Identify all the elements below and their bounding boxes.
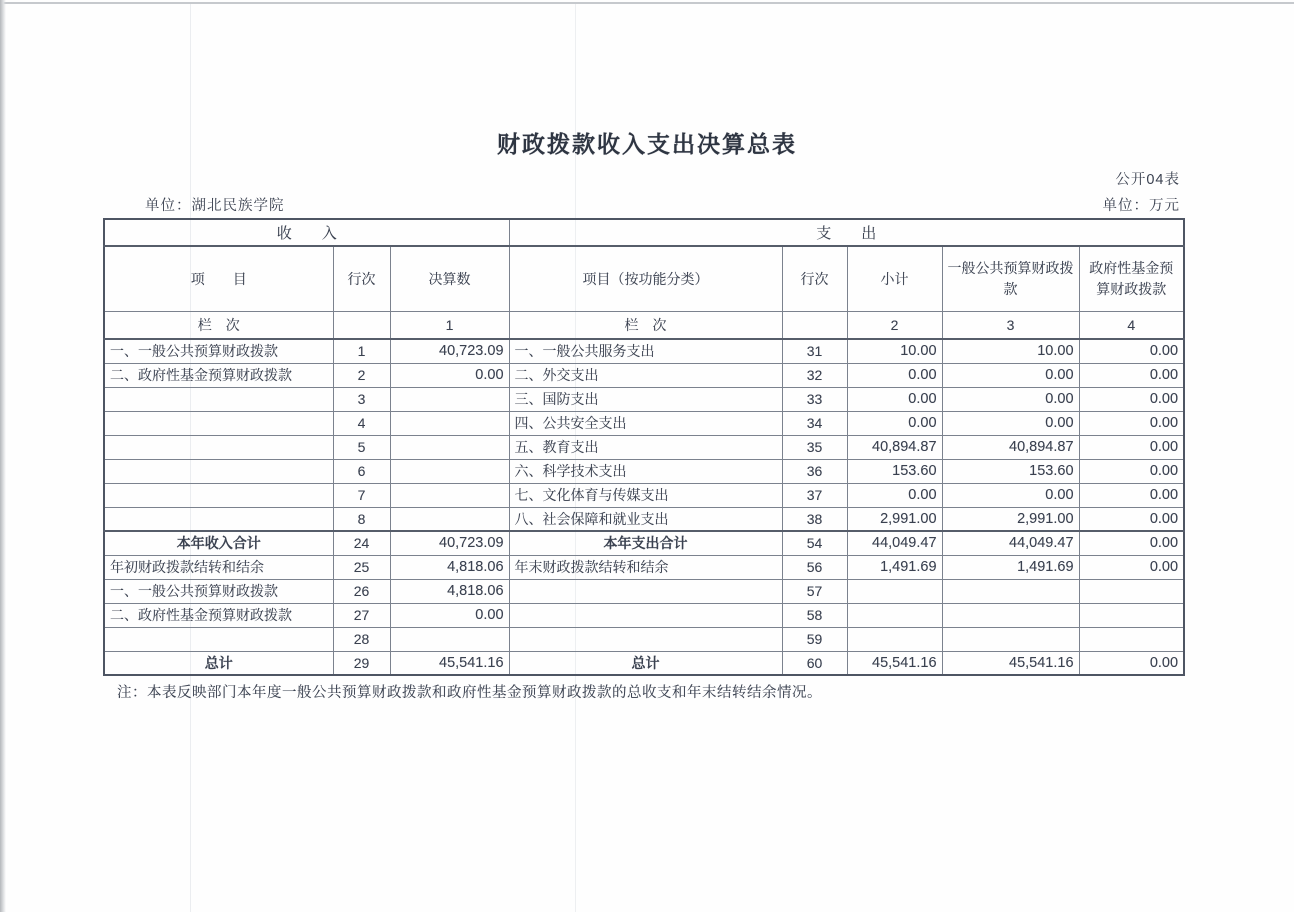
expense-item-cell xyxy=(509,627,782,651)
income-amount-cell xyxy=(390,387,509,411)
table-row xyxy=(104,483,1184,507)
expense-gov-fund-cell: 0.00 xyxy=(1079,435,1184,459)
table-row xyxy=(104,411,1184,435)
footnote: 注：本表反映部门本年度一般公共预算财政拨款和政府性基金预算财政拨款的总收支和年末结转结余情况。 xyxy=(117,685,822,701)
expense-general-budget-cell: 0.00 xyxy=(942,411,1079,435)
scan-edge-top xyxy=(0,2,1294,4)
income-line-no-cell: 27 xyxy=(333,603,390,627)
page-title: 财政拨款收入支出决算总表 xyxy=(497,131,797,157)
table-row xyxy=(104,531,1184,555)
income-item-cell: 二、政府性基金预算财政拨款 xyxy=(104,603,333,627)
expense-line-no-cell: 32 xyxy=(782,363,847,387)
expense-gov-fund-cell: 0.00 xyxy=(1079,483,1184,507)
expense-subtotal-cell: 45,541.16 xyxy=(847,651,942,675)
expense-subtotal-cell xyxy=(847,627,942,651)
expense-subtotal-cell: 0.00 xyxy=(847,483,942,507)
expense-item-cell xyxy=(509,603,782,627)
income-amount-cell: 0.00 xyxy=(390,363,509,387)
expense-general-budget-cell: 45,541.16 xyxy=(942,651,1079,675)
expense-gov-fund-cell: 0.00 xyxy=(1079,411,1184,435)
income-amount-cell: 4,818.06 xyxy=(390,555,509,579)
expense-general-budget-cell: 0.00 xyxy=(942,483,1079,507)
expense-line-no-cell: 57 xyxy=(782,579,847,603)
expense-gov-fund-cell: 0.00 xyxy=(1079,651,1184,675)
income-line-no-cell: 6 xyxy=(333,459,390,483)
expense-line-no-cell: 36 xyxy=(782,459,847,483)
expense-subtotal-cell: 40,894.87 xyxy=(847,435,942,459)
column-header-row xyxy=(104,246,1184,311)
expense-item-cell: 一、一般公共服务支出 xyxy=(509,339,782,363)
expense-subtotal-cell: 0.00 xyxy=(847,363,942,387)
expense-line-no-cell: 59 xyxy=(782,627,847,651)
expense-subtotal-cell: 44,049.47 xyxy=(847,531,942,555)
expense-subtotal-cell: 153.60 xyxy=(847,459,942,483)
index-col-3: 3 xyxy=(942,311,1079,339)
income-line-no-cell: 8 xyxy=(333,507,390,531)
expense-line-no-cell: 54 xyxy=(782,531,847,555)
expense-item-cell: 三、国防支出 xyxy=(509,387,782,411)
expense-gov-fund-cell: 0.00 xyxy=(1079,507,1184,531)
table-row xyxy=(104,627,1184,651)
index-col-2: 2 xyxy=(847,311,942,339)
expense-gov-fund-cell: 0.00 xyxy=(1079,387,1184,411)
income-amount-cell xyxy=(390,483,509,507)
table-body xyxy=(104,339,1184,675)
expense-item-cell: 年末财政拨款结转和结余 xyxy=(509,555,782,579)
expense-general-budget-cell: 0.00 xyxy=(942,387,1079,411)
col-header-income-item: 项 目 xyxy=(104,246,333,311)
income-line-no-cell: 5 xyxy=(333,435,390,459)
expense-general-budget-cell xyxy=(942,603,1079,627)
table-row xyxy=(104,363,1184,387)
income-amount-cell: 4,818.06 xyxy=(390,579,509,603)
income-line-no-cell: 4 xyxy=(333,411,390,435)
income-line-no-cell: 25 xyxy=(333,555,390,579)
income-item-cell: 一、一般公共预算财政拨款 xyxy=(104,339,333,363)
expense-gov-fund-cell xyxy=(1079,603,1184,627)
index-blank xyxy=(782,311,847,339)
col-header-line-no: 行次 xyxy=(333,246,390,311)
income-item-cell xyxy=(104,627,333,651)
expense-item-cell: 七、文化体育与传媒支出 xyxy=(509,483,782,507)
col-header-subtotal: 小计 xyxy=(847,246,942,311)
income-amount-cell xyxy=(390,507,509,531)
income-line-no-cell: 2 xyxy=(333,363,390,387)
table-row xyxy=(104,459,1184,483)
expense-subtotal-cell: 10.00 xyxy=(847,339,942,363)
table-row xyxy=(104,651,1184,675)
table-row xyxy=(104,579,1184,603)
income-item-cell xyxy=(104,411,333,435)
expense-gov-fund-cell xyxy=(1079,627,1184,651)
income-line-no-cell: 24 xyxy=(333,531,390,555)
income-section-header: 收 入 xyxy=(104,219,509,246)
col-header-expense-item: 项目（按功能分类） xyxy=(509,246,782,311)
income-item-cell: 年初财政拨款结转和结余 xyxy=(104,555,333,579)
col-header-general-budget: 一般公共预算财政拨款 xyxy=(942,246,1079,311)
expense-gov-fund-cell: 0.00 xyxy=(1079,339,1184,363)
expense-subtotal-cell xyxy=(847,579,942,603)
income-item-cell: 本年收入合计 xyxy=(104,531,333,555)
expense-general-budget-cell: 2,991.00 xyxy=(942,507,1079,531)
expense-line-no-cell: 37 xyxy=(782,483,847,507)
table-number: 公开04表 xyxy=(1115,172,1180,188)
column-index-row xyxy=(104,311,1184,339)
expense-general-budget-cell xyxy=(942,627,1079,651)
income-item-cell: 一、一般公共预算财政拨款 xyxy=(104,579,333,603)
expense-gov-fund-cell: 0.00 xyxy=(1079,531,1184,555)
income-amount-cell xyxy=(390,627,509,651)
table-row xyxy=(104,603,1184,627)
income-item-cell xyxy=(104,483,333,507)
income-line-no-cell: 29 xyxy=(333,651,390,675)
expense-gov-fund-cell: 0.00 xyxy=(1079,555,1184,579)
expense-item-cell: 二、外交支出 xyxy=(509,363,782,387)
expense-line-no-cell: 58 xyxy=(782,603,847,627)
income-line-no-cell: 26 xyxy=(333,579,390,603)
col-header-final-amount: 决算数 xyxy=(390,246,509,311)
income-amount-cell xyxy=(390,411,509,435)
income-item-cell xyxy=(104,387,333,411)
expense-section-header: 支 出 xyxy=(509,219,1184,246)
expense-subtotal-cell: 0.00 xyxy=(847,387,942,411)
income-line-no-cell: 1 xyxy=(333,339,390,363)
index-label-expense: 栏 次 xyxy=(509,311,782,339)
expense-general-budget-cell: 40,894.87 xyxy=(942,435,1079,459)
expense-subtotal-cell xyxy=(847,603,942,627)
income-item-cell: 总计 xyxy=(104,651,333,675)
expense-line-no-cell: 38 xyxy=(782,507,847,531)
expense-general-budget-cell: 0.00 xyxy=(942,363,1079,387)
unit-name: 单位：湖北民族学院 xyxy=(145,198,285,214)
table-row xyxy=(104,435,1184,459)
index-blank xyxy=(333,311,390,339)
expense-line-no-cell: 34 xyxy=(782,411,847,435)
income-item-cell xyxy=(104,459,333,483)
income-amount-cell: 0.00 xyxy=(390,603,509,627)
expense-line-no-cell: 60 xyxy=(782,651,847,675)
income-amount-cell: 45,541.16 xyxy=(390,651,509,675)
table-row xyxy=(104,339,1184,363)
index-col-1: 1 xyxy=(390,311,509,339)
income-item-cell xyxy=(104,435,333,459)
expense-item-cell: 总计 xyxy=(509,651,782,675)
table-row xyxy=(104,507,1184,531)
expense-item-cell: 六、科学技术支出 xyxy=(509,459,782,483)
income-line-no-cell: 28 xyxy=(333,627,390,651)
expense-gov-fund-cell: 0.00 xyxy=(1079,459,1184,483)
col-header-line-no-2: 行次 xyxy=(782,246,847,311)
fiscal-summary-table xyxy=(103,218,1185,676)
index-col-4: 4 xyxy=(1079,311,1184,339)
income-amount-cell: 40,723.09 xyxy=(390,531,509,555)
expense-general-budget-cell: 153.60 xyxy=(942,459,1079,483)
table-row xyxy=(104,555,1184,579)
income-item-cell xyxy=(104,507,333,531)
income-amount-cell: 40,723.09 xyxy=(390,339,509,363)
expense-general-budget-cell xyxy=(942,579,1079,603)
expense-subtotal-cell: 1,491.69 xyxy=(847,555,942,579)
expense-line-no-cell: 56 xyxy=(782,555,847,579)
table-row xyxy=(104,387,1184,411)
income-line-no-cell: 3 xyxy=(333,387,390,411)
income-amount-cell xyxy=(390,435,509,459)
expense-line-no-cell: 35 xyxy=(782,435,847,459)
expense-general-budget-cell: 10.00 xyxy=(942,339,1079,363)
expense-gov-fund-cell: 0.00 xyxy=(1079,363,1184,387)
expense-subtotal-cell: 0.00 xyxy=(847,411,942,435)
expense-line-no-cell: 33 xyxy=(782,387,847,411)
index-label-income: 栏 次 xyxy=(104,311,333,339)
income-line-no-cell: 7 xyxy=(333,483,390,507)
expense-item-cell: 四、公共安全支出 xyxy=(509,411,782,435)
expense-gov-fund-cell xyxy=(1079,579,1184,603)
expense-general-budget-cell: 44,049.47 xyxy=(942,531,1079,555)
unit-of-measure: 单位：万元 xyxy=(1102,198,1180,214)
income-amount-cell xyxy=(390,459,509,483)
col-header-gov-fund: 政府性基金预算财政拨款 xyxy=(1079,246,1184,311)
expense-subtotal-cell: 2,991.00 xyxy=(847,507,942,531)
expense-item-cell xyxy=(509,579,782,603)
section-header-row xyxy=(104,219,1184,246)
expense-item-cell: 八、社会保障和就业支出 xyxy=(509,507,782,531)
expense-line-no-cell: 31 xyxy=(782,339,847,363)
expense-item-cell: 本年支出合计 xyxy=(509,531,782,555)
expense-general-budget-cell: 1,491.69 xyxy=(942,555,1079,579)
income-item-cell: 二、政府性基金预算财政拨款 xyxy=(104,363,333,387)
expense-item-cell: 五、教育支出 xyxy=(509,435,782,459)
